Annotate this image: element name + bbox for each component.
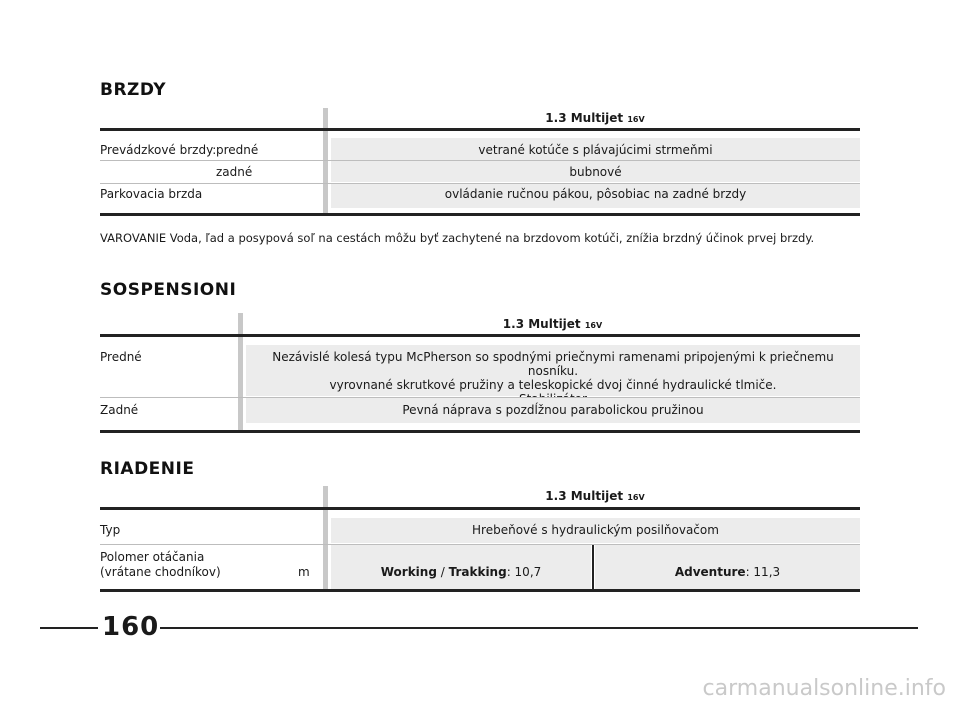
engine-name: 1.3 Multijet xyxy=(545,489,624,503)
column-header-engine xyxy=(245,317,860,331)
separator: / xyxy=(436,565,449,579)
engine-suffix: 16V xyxy=(584,321,603,330)
row-label-service-brakes: Prevádzkové brzdy: xyxy=(100,143,217,157)
version-name: Working xyxy=(380,565,437,579)
table-top-rule xyxy=(100,334,860,337)
row-value-type: Hrebeňové s hydraulickým posilňovačom xyxy=(472,523,719,537)
value-line: Nezávislé kolesá typu McPherson so spodnými priečnymi ramenami pripojenými k priečnemu nosníku. xyxy=(272,350,834,378)
section-title-steering: RIADENIE xyxy=(100,459,195,479)
column-divider-bar xyxy=(323,486,328,591)
row-label-front-suspension: Predné xyxy=(100,350,142,364)
version-name: Trakking xyxy=(448,565,507,579)
column-divider-bar xyxy=(323,108,328,215)
table-top-rule xyxy=(100,128,860,131)
row-label-rear-suspension: Zadné xyxy=(100,403,139,417)
radius-value: : 10,7 xyxy=(506,565,542,579)
footer-rule-right xyxy=(160,627,918,629)
row-sublabel-front: predné xyxy=(216,143,259,157)
row-label-parking-brake: Parkovacia brzda xyxy=(100,187,203,201)
radius-value: : 11,3 xyxy=(745,565,781,579)
page-number: 160 xyxy=(102,612,160,642)
turning-radius-working-trakking xyxy=(331,565,591,579)
footer-rule-left xyxy=(40,627,98,629)
cell-divider xyxy=(592,545,594,589)
row-value-parking-brake: ovládanie ručnou pákou, pôsobiac na zadné brzdy xyxy=(444,187,747,201)
section-title-suspension: SOSPENSIONI xyxy=(100,280,237,300)
row-label-type: Typ xyxy=(100,523,121,537)
engine-name: 1.3 Multijet xyxy=(545,111,624,125)
row-value-rear-brakes: bubnové xyxy=(569,165,622,179)
section-title-brakes: BRZDY xyxy=(100,80,167,100)
engine-name: 1.3 Multijet xyxy=(502,317,581,331)
version-name: Adventure xyxy=(674,565,746,579)
table-bottom-rule xyxy=(100,430,860,433)
row-label-turning-radius: Polomer otáčania xyxy=(100,550,205,564)
unit-label: m xyxy=(298,565,310,579)
turning-radius-adventure xyxy=(595,565,860,579)
table-bottom-rule xyxy=(100,213,860,216)
column-divider-bar xyxy=(238,313,243,432)
value-line: vyrovnané skrutkové pružiny a teleskopické dvoj činné hydraulické tlmiče. xyxy=(329,378,777,392)
row-value-front-brakes: vetrané kotúče s plávajúcimi strmeňmi xyxy=(478,143,713,157)
engine-suffix: 16V xyxy=(627,493,645,502)
column-header-engine xyxy=(330,111,860,125)
table-bottom-rule xyxy=(100,589,860,592)
engine-suffix: 16V xyxy=(627,115,645,124)
warning-note: VAROVANIE Voda, ľad a posypová soľ na cestách môžu byť zachytené na brzdovom kotúči, znížia brzdný účinok prvej brzdy. xyxy=(100,231,815,245)
row-sublabel-rear: zadné xyxy=(216,165,253,179)
column-header-engine xyxy=(330,489,860,503)
row-label-turning-radius-note: (vrátane chodníkov) xyxy=(100,565,221,579)
table-top-rule xyxy=(100,507,860,510)
row-value-rear-suspension: Pevná náprava s pozdĺžnou parabolickou pružinou xyxy=(402,403,704,417)
watermark: carmanualsonline.info xyxy=(702,676,946,701)
